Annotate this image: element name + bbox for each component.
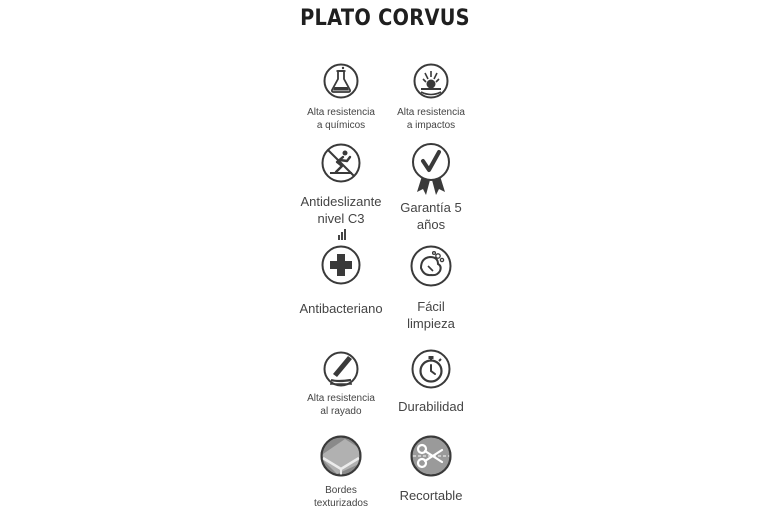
feature-label-line: Alta resistencia: [307, 393, 375, 404]
plus-cross-icon: [320, 244, 362, 286]
feature-label-line: Antideslizante: [300, 194, 382, 209]
feature-label-line: Durabilidad: [398, 399, 464, 414]
stopwatch-icon: [410, 348, 452, 390]
feature-label-line: Recortable: [399, 488, 463, 503]
feature-label-line: Antibacteriano: [299, 301, 383, 316]
feature-label-line: Garantía 5: [400, 200, 462, 215]
feature-label-line: texturizados: [314, 498, 368, 509]
feature-impact-resistance: [376, 62, 486, 132]
feature-label-line: Bordes: [325, 485, 357, 496]
page-title: PLATO CORVUS: [300, 6, 470, 31]
feature-label-line: limpieza: [407, 316, 455, 331]
feature-label-line: Fácil: [417, 299, 445, 314]
feature-durability: [376, 348, 486, 415]
feature-cuttable: [376, 434, 486, 504]
feature-label-line: Alta resistencia: [307, 107, 375, 118]
feature-label-line: al rayado: [320, 406, 362, 417]
textured-edge-icon: [319, 434, 363, 478]
feature-label-line: Alta resistencia: [397, 107, 465, 118]
feature-label-line: años: [416, 217, 446, 232]
easy-clean-icon: [409, 244, 453, 288]
feature-easy-clean: [376, 244, 486, 332]
feature-label-line: nivel C3: [317, 211, 365, 226]
scratch-pen-icon: [322, 350, 360, 388]
signal-bars-icon: [304, 227, 382, 244]
feature-label-line: a químicos: [316, 120, 366, 131]
anti-slip-icon: [320, 142, 362, 184]
feature-label-line: a impactos: [406, 120, 456, 131]
chemical-flask-icon: [322, 62, 360, 100]
scissors-icon: [409, 434, 453, 478]
warranty-badge-icon: [409, 142, 453, 196]
impact-icon: [412, 62, 450, 100]
feature-warranty: [376, 142, 486, 233]
